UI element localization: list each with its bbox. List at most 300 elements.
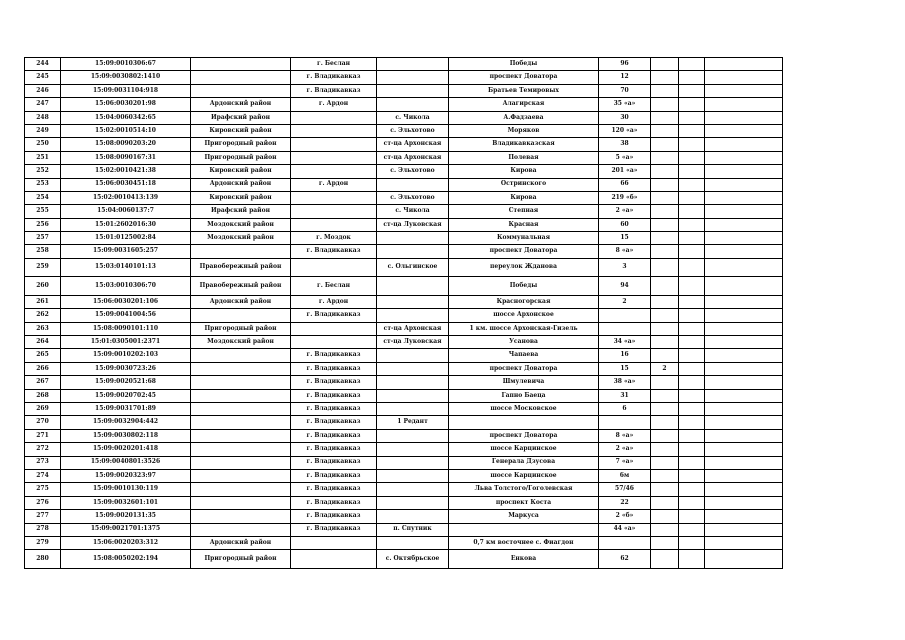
cell-extra [705,309,783,322]
table-row [25,98,783,111]
cell-number: 251 [25,151,61,164]
cell-unit [679,429,705,442]
cell-unit [679,443,705,456]
cell-district: Ирафский район [191,111,291,124]
cell-district: Моздокский район [191,232,291,245]
cell-street: Маркуса [449,510,599,523]
cell-unit [679,191,705,204]
cell-house: 38 [599,138,651,151]
cell-number: 271 [25,429,61,442]
cell-building [651,322,679,335]
cell-district: Ардонский район [191,295,291,308]
cell-street: переулок Ждановa [449,258,599,277]
cell-house: 15 [599,232,651,245]
cell-city: г. Владикавказ [291,309,377,322]
cell-district [191,376,291,389]
cell-extra [705,191,783,204]
cell-city: г. Владикавказ [291,402,377,415]
cell-city: г. Моздок [291,232,377,245]
cell-district: Ардонский район [191,178,291,191]
cell-cadastral-number: 15:09:0020131:35 [61,510,191,523]
cell-cadastral-number: 15:08:0090203:20 [61,138,191,151]
cell-city [291,165,377,178]
cell-district: Пригородный район [191,151,291,164]
cell-city: г. Ардон [291,98,377,111]
cell-extra [705,322,783,335]
cell-extra [705,443,783,456]
cell-extra [705,349,783,362]
cell-extra [705,416,783,429]
cell-street: А.Фадзаева [449,111,599,124]
cell-city: г. Владикавказ [291,523,377,536]
cell-unit [679,258,705,277]
cell-extra [705,536,783,549]
cell-district [191,469,291,482]
cell-district: Пригородный район [191,322,291,335]
cell-number: 244 [25,58,61,71]
cell-number: 275 [25,483,61,496]
cell-cadastral-number: 15:02:0010421:38 [61,165,191,178]
cell-house: 8 «а» [599,245,651,258]
table-row [25,295,783,308]
cell-street: проспект Доватора [449,362,599,375]
cell-extra [705,245,783,258]
cell-unit [679,510,705,523]
cell-extra [705,218,783,231]
cell-unit [679,416,705,429]
table-row [25,322,783,335]
cell-city: г. Владикавказ [291,389,377,402]
cell-building [651,469,679,482]
cell-settlement [377,510,449,523]
cell-district: Ирафский район [191,205,291,218]
cell-unit [679,295,705,308]
cell-settlement [377,362,449,375]
cell-cadastral-number: 15:09:0021701:1375 [61,523,191,536]
cell-cadastral-number: 15:01:0305001:2371 [61,336,191,349]
cell-cadastral-number: 15:06:0030201:98 [61,98,191,111]
cell-building [651,245,679,258]
cell-street: проспект Доватора [449,245,599,258]
cell-city: г. Беслан [291,277,377,296]
cell-city: г. Владикавказ [291,496,377,509]
cell-house: 70 [599,84,651,97]
cell-house: 62 [599,550,651,569]
cell-unit [679,71,705,84]
cell-house: 30 [599,111,651,124]
cell-settlement [377,178,449,191]
cell-district: Ардонский район [191,536,291,549]
cell-number: 272 [25,443,61,456]
cell-street: Победы [449,58,599,71]
cell-number: 254 [25,191,61,204]
cell-street: шоссе Карцинское [449,443,599,456]
cell-cadastral-number: 15:09:0020201:418 [61,443,191,456]
cell-settlement: ст-ца Архонская [377,151,449,164]
cell-number: 258 [25,245,61,258]
cell-street: Коммунальная [449,232,599,245]
cell-extra [705,550,783,569]
cell-settlement [377,402,449,415]
cell-city [291,124,377,137]
cell-settlement: с. Эльхотово [377,165,449,178]
cell-city [291,258,377,277]
cell-district [191,496,291,509]
cell-street: Чапаева [449,349,599,362]
cell-street: Гапно Баеца [449,389,599,402]
cell-building [651,536,679,549]
cell-street: Шмулевича [449,376,599,389]
cell-extra [705,389,783,402]
cell-cadastral-number: 15:06:0030451:18 [61,178,191,191]
cell-building [651,349,679,362]
cell-number: 279 [25,536,61,549]
cell-building [651,550,679,569]
cell-unit [679,151,705,164]
cell-unit [679,218,705,231]
cell-district [191,309,291,322]
cell-district [191,429,291,442]
cell-street: Алагирская [449,98,599,111]
cell-cadastral-number: 15:04:0060137:7 [61,205,191,218]
cell-house: 15 [599,362,651,375]
cell-number: 265 [25,349,61,362]
cell-city: г. Беслан [291,58,377,71]
cell-city [291,322,377,335]
cell-house [599,416,651,429]
cell-cadastral-number: 15:09:0030802:1410 [61,71,191,84]
cell-city: г. Владикавказ [291,469,377,482]
cell-number: 268 [25,389,61,402]
cell-building [651,71,679,84]
cell-unit [679,245,705,258]
cell-cadastral-number: 15:09:0030802:118 [61,429,191,442]
cell-city: г. Владикавказ [291,349,377,362]
cell-settlement [377,483,449,496]
table-row [25,536,783,549]
cell-street: Кирова [449,191,599,204]
table-row [25,58,783,71]
cell-district: Кировский район [191,191,291,204]
cell-cadastral-number: 15:09:0030723:26 [61,362,191,375]
cell-extra [705,71,783,84]
cell-extra [705,84,783,97]
cell-city [291,191,377,204]
cell-city: г. Владикавказ [291,245,377,258]
cell-unit [679,456,705,469]
cell-street: Остринского [449,178,599,191]
table-row [25,138,783,151]
cell-house: 94 [599,277,651,296]
cell-street: 0,7 км восточнее с. Фиагдон [449,536,599,549]
cell-cadastral-number: 15:09:0032601:101 [61,496,191,509]
cell-building [651,456,679,469]
cell-extra [705,58,783,71]
cell-house: 66 [599,178,651,191]
cell-extra [705,277,783,296]
cell-building [651,178,679,191]
cell-house: 3 [599,258,651,277]
table-row [25,218,783,231]
cell-district: Ардонский район [191,98,291,111]
cell-settlement [377,456,449,469]
cell-settlement [377,98,449,111]
cell-extra [705,510,783,523]
cell-building: 2 [651,362,679,375]
cell-building [651,429,679,442]
cell-unit [679,389,705,402]
table-row [25,429,783,442]
cell-unit [679,336,705,349]
cell-cadastral-number: 15:09:0020323:97 [61,469,191,482]
table-row [25,232,783,245]
cell-cadastral-number: 15:03:0140101:13 [61,258,191,277]
cell-settlement [377,58,449,71]
cell-building [651,58,679,71]
cell-street: Усанова [449,336,599,349]
cell-settlement [377,295,449,308]
cell-building [651,443,679,456]
cell-number: 245 [25,71,61,84]
cell-unit [679,165,705,178]
cell-building [651,416,679,429]
cell-extra [705,362,783,375]
cell-cadastral-number: 15:09:0041004:56 [61,309,191,322]
cell-street [449,523,599,536]
table-row [25,277,783,296]
cell-cadastral-number: 15:08:0090101:110 [61,322,191,335]
cell-street: Полевая [449,151,599,164]
cell-building [651,295,679,308]
cell-house: 8 «а» [599,429,651,442]
cell-city: г. Ардон [291,295,377,308]
cell-building [651,483,679,496]
table-row [25,389,783,402]
cell-number: 267 [25,376,61,389]
cell-settlement: с. Чикола [377,205,449,218]
cell-cadastral-number: 15:09:0032904:442 [61,416,191,429]
cell-street: Братьев Темировых [449,84,599,97]
cell-district [191,456,291,469]
cell-unit [679,111,705,124]
cell-cadastral-number: 15:08:0090167:31 [61,151,191,164]
cell-building [651,151,679,164]
cell-settlement [377,443,449,456]
table-row [25,258,783,277]
table-row [25,205,783,218]
cell-cadastral-number: 15:06:0030201:106 [61,295,191,308]
cell-extra [705,402,783,415]
cell-cadastral-number: 15:03:0010306:70 [61,277,191,296]
table-row [25,523,783,536]
cell-cadastral-number: 15:09:0031701:89 [61,402,191,415]
cell-city: г. Владикавказ [291,376,377,389]
cell-number: 263 [25,322,61,335]
cell-house [599,322,651,335]
cell-building [651,402,679,415]
cell-settlement: с. Чикола [377,111,449,124]
cell-extra [705,336,783,349]
cell-building [651,258,679,277]
cell-unit [679,138,705,151]
cell-district [191,84,291,97]
cell-street: Владикавказская [449,138,599,151]
cell-number: 274 [25,469,61,482]
cell-city [291,218,377,231]
cell-number: 247 [25,98,61,111]
cell-unit [679,98,705,111]
cell-number: 252 [25,165,61,178]
cell-house: 2 «а» [599,443,651,456]
cell-city: г. Владикавказ [291,71,377,84]
cell-city: г. Владикавказ [291,429,377,442]
table-row [25,111,783,124]
cell-district [191,402,291,415]
cell-unit [679,402,705,415]
cell-unit [679,178,705,191]
cell-unit [679,277,705,296]
cell-extra [705,232,783,245]
cell-number: 250 [25,138,61,151]
cell-settlement [377,496,449,509]
cell-settlement [377,389,449,402]
cell-extra [705,165,783,178]
cell-building [651,124,679,137]
cell-settlement: ст-ца Луковская [377,218,449,231]
table-row [25,178,783,191]
cell-district [191,245,291,258]
cell-extra [705,469,783,482]
cell-extra [705,151,783,164]
cell-city: г. Владикавказ [291,456,377,469]
cell-extra [705,178,783,191]
table-row [25,71,783,84]
cell-house: 34 «а» [599,336,651,349]
cell-settlement [377,429,449,442]
cell-house: 219 «б» [599,191,651,204]
cell-city: г. Владикавказ [291,510,377,523]
cell-unit [679,362,705,375]
cell-unit [679,124,705,137]
cell-settlement [377,309,449,322]
cell-house: 2 «б» [599,510,651,523]
cell-settlement: ст-ца Архонская [377,138,449,151]
table-row [25,191,783,204]
cell-district: Пригородный район [191,550,291,569]
cell-unit [679,58,705,71]
cell-street: Победы [449,277,599,296]
cell-cadastral-number: 15:09:0020521:68 [61,376,191,389]
table-row [25,151,783,164]
table-row [25,416,783,429]
table-row [25,496,783,509]
table-row [25,84,783,97]
cell-number: 246 [25,84,61,97]
cell-number: 270 [25,416,61,429]
cell-number: 248 [25,111,61,124]
cell-house: 2 «а» [599,205,651,218]
cell-building [651,205,679,218]
cell-street: Моряков [449,124,599,137]
table-row [25,469,783,482]
table-row [25,124,783,137]
cell-number: 256 [25,218,61,231]
cell-unit [679,469,705,482]
cell-district: Кировский район [191,124,291,137]
cell-house: 35 «а» [599,98,651,111]
cell-house: 2 [599,295,651,308]
cell-house: 6м [599,469,651,482]
cell-house: 201 «а» [599,165,651,178]
cell-house: 57/46 [599,483,651,496]
cell-building [651,523,679,536]
cell-street: Красная [449,218,599,231]
cell-unit [679,322,705,335]
cell-settlement [377,376,449,389]
cell-street: 1 км. шоссе Архонская-Гизель [449,322,599,335]
cell-house: 96 [599,58,651,71]
cell-building [651,84,679,97]
cell-street: Степная [449,205,599,218]
cell-building [651,165,679,178]
cell-extra [705,376,783,389]
cell-unit [679,550,705,569]
cell-district [191,483,291,496]
cell-building [651,138,679,151]
cell-cadastral-number: 15:09:0020702:45 [61,389,191,402]
table-row [25,309,783,322]
cell-settlement: с. Октябрьское [377,550,449,569]
cell-number: 280 [25,550,61,569]
cell-cadastral-number: 15:09:0031104:918 [61,84,191,97]
cell-number: 257 [25,232,61,245]
cell-settlement: п. Спутник [377,523,449,536]
cell-cadastral-number: 15:09:0010130:119 [61,483,191,496]
cell-district: Правобережный район [191,258,291,277]
cell-house: 12 [599,71,651,84]
cell-unit [679,232,705,245]
cell-street: Кирова [449,165,599,178]
cell-extra [705,456,783,469]
cell-street: проспект Коста [449,496,599,509]
cell-city: г. Владикавказ [291,443,377,456]
cell-settlement [377,232,449,245]
cell-cadastral-number: 15:02:0010413:139 [61,191,191,204]
cell-settlement: с. Ольгинское [377,258,449,277]
cell-street: Красногорская [449,295,599,308]
cell-settlement: ст-ца Луковская [377,336,449,349]
cell-street: Генерала Дзусова [449,456,599,469]
cell-unit [679,309,705,322]
cell-district [191,510,291,523]
cell-cadastral-number: 15:09:0010306:67 [61,58,191,71]
cell-building [651,309,679,322]
cell-settlement: 1 Редант [377,416,449,429]
table-row [25,483,783,496]
cell-building [651,277,679,296]
cell-number: 276 [25,496,61,509]
cell-city [291,205,377,218]
cell-house: 16 [599,349,651,362]
cell-cadastral-number: 15:04:0060342:65 [61,111,191,124]
table-row [25,510,783,523]
table-row [25,456,783,469]
cell-building [651,496,679,509]
cell-building [651,232,679,245]
cell-unit [679,536,705,549]
cell-city [291,536,377,549]
cell-number: 260 [25,277,61,296]
